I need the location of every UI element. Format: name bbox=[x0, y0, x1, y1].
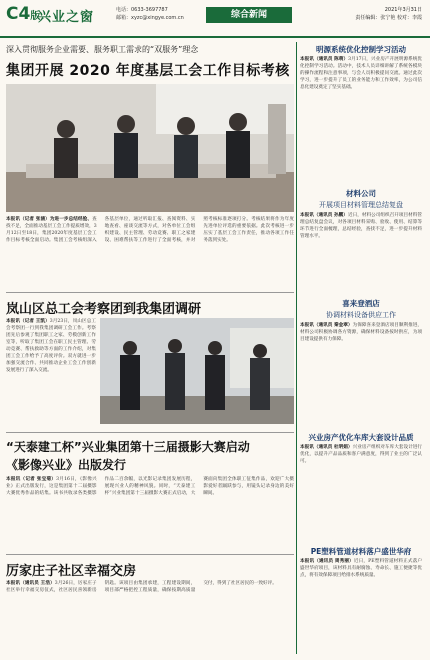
right-article-3-body: 本报讯（通讯员 秦金翠）为保障喜来登酒店项目顺利推进，材料公司积极协调各方资源，确保材料设备按时供应，为项目建设提供有力保障。 bbox=[300, 323, 422, 342]
newspaper-logo: 兴业之窗 bbox=[38, 10, 95, 25]
lead-headline: 集团开展 2020 年度基层工会工作目标考核 bbox=[6, 63, 290, 79]
lead-kicker: 深入贯彻服务企业需要、服务职工需求的“双服务”理念 bbox=[6, 45, 199, 54]
article-2-photo bbox=[100, 318, 294, 424]
article-4-headline: 厉家庄子社区幸福交房 bbox=[6, 564, 137, 579]
page-number: C4版 bbox=[6, 4, 41, 24]
right-article-1-headline: 明源系统优化控制学习活动 bbox=[316, 45, 406, 54]
lead-photo bbox=[6, 84, 294, 212]
right-article-4-body: 本报讯（通讯员 杜明娟）兴业房产组织对车库大套设计进行优化，以提升产品品质和客户满意度，得到了业主的广泛认可。 bbox=[300, 445, 422, 464]
right-article-5-headline: PE塑料管道材料落户盛世华府 bbox=[310, 547, 412, 556]
right-article-3-headline: 喜来登酒店 bbox=[342, 299, 380, 308]
article-3-subheadline: 《影像兴业》出版发行 bbox=[6, 458, 127, 472]
right-article-3-subheadline: 协调材料设备供应工作 bbox=[326, 311, 396, 319]
contact-info: 电话：0633-3697787 邮箱：xyzc@xingye.com.cn bbox=[116, 7, 184, 21]
article-3-headline: “天泰建工杯”兴业集团第十三届摄影大赛启动 bbox=[6, 440, 250, 454]
right-article-2-subheadline: 开展项目材料管理总结复盘 bbox=[319, 201, 403, 209]
right-article-5-body: 本报讯（通讯员 周秀丽）近日，PE塑料管道材料正式落户盛世华府项目，该材料具有耐腐蚀、寿命长、施工便捷等优点，将有效保障项目给排水系统质量。 bbox=[300, 559, 422, 578]
right-article-2-body: 本报讯（通讯员 孙鹏）近日，材料公司组织召开项目材料管理总结复盘会议，对各项目材料采购、验收、使用、结算等环节进行全面梳理，总结经验，查找不足，进一步提升材料管理水平。 bbox=[300, 213, 422, 239]
right-article-1-body: 本报讯（通讯员 陈萌）3月17日，兴业房产开展明源系统优化控制学习活动。活动中，技术人员详细讲解了系统各模块的操作流程和注意事项，与会人员积极提问交流。通过此次学习，进一步提升了员工的业务能力和工作效率，为公司信息化建设奠定了坚实基础。 bbox=[300, 57, 422, 90]
issue-date: 2021年3月31日 责任编辑：张宁艳 校对：李霞 bbox=[355, 7, 422, 21]
article-4-body: 本报讯（通讯员 王浩）3月26日，厉家庄子社区举行幸福交房仪式，社区居民喜领新房钥匙。该项目由集团承建，工程建设期间，项目部严格把控工程质量，确保按期高质量交付，得到了社区居民的一致好评。 bbox=[6, 581, 277, 593]
right-article-4-headline: 兴业房产优化车库大套设计品质 bbox=[308, 433, 414, 442]
masthead bbox=[0, 0, 430, 38]
article-2-body: 本报讯（记者 王凯）3月23日，岚山区总工会考察团一行到我集团调研工会工作。考察团先后参观了集团职工之家、劳模创新工作室等，听取了集团工会在职工民主管理、劳动竞赛、帮扶救助等方面的工作介绍，对集团工会工作给予了高度评价。双方就进一步加强交流合作、共同推动企业工会工作创新发展进行了深入交流。 bbox=[6, 319, 96, 373]
lead-body: 本报讯（记者 张涵）为进一步总结经验、查找不足，全面推动基层工会工作提质增效，3月12日至18日，集团2020年度基层工会工作目标考核全面启动。集团工会考核组深入各基层单位，通过听取汇报、查阅资料、实地查看、座谈交流等方式，对各单位工会组织建设、民主管理、劳动竞赛、职工之家建设、困难帮扶等工作进行了全面考核，并对照考核标准逐项打分。考核结果将作为年度先进单位评选的重要依据。此次考核进一步压实了基层工会工作责任，推动各项工作任务落到实处。 bbox=[6, 217, 294, 243]
article-3-body: 本报讯（记者 张宝菊）3月16日，《影像兴业》正式出版发行，这是集团第十二届摄影大赛优秀作品的结集。该书共收录各类摄影作品二百余幅，以光影记录集团发展历程，展现兴业人的精神风貌。同时，“天泰建工杯”兴业集团第十三届摄影大赛正式启动，大赛面向集团全体职工征集作品，欢迎广大摄影爱好者踊跃参与，用镜头记录身边的美好瞬间。 bbox=[6, 477, 294, 496]
article-2-headline: 岚山区总工会考察团到我集团调研 bbox=[6, 302, 202, 317]
section-tag: 综合新闻 bbox=[206, 7, 292, 23]
right-article-2-headline: 材料公司 bbox=[346, 189, 376, 198]
